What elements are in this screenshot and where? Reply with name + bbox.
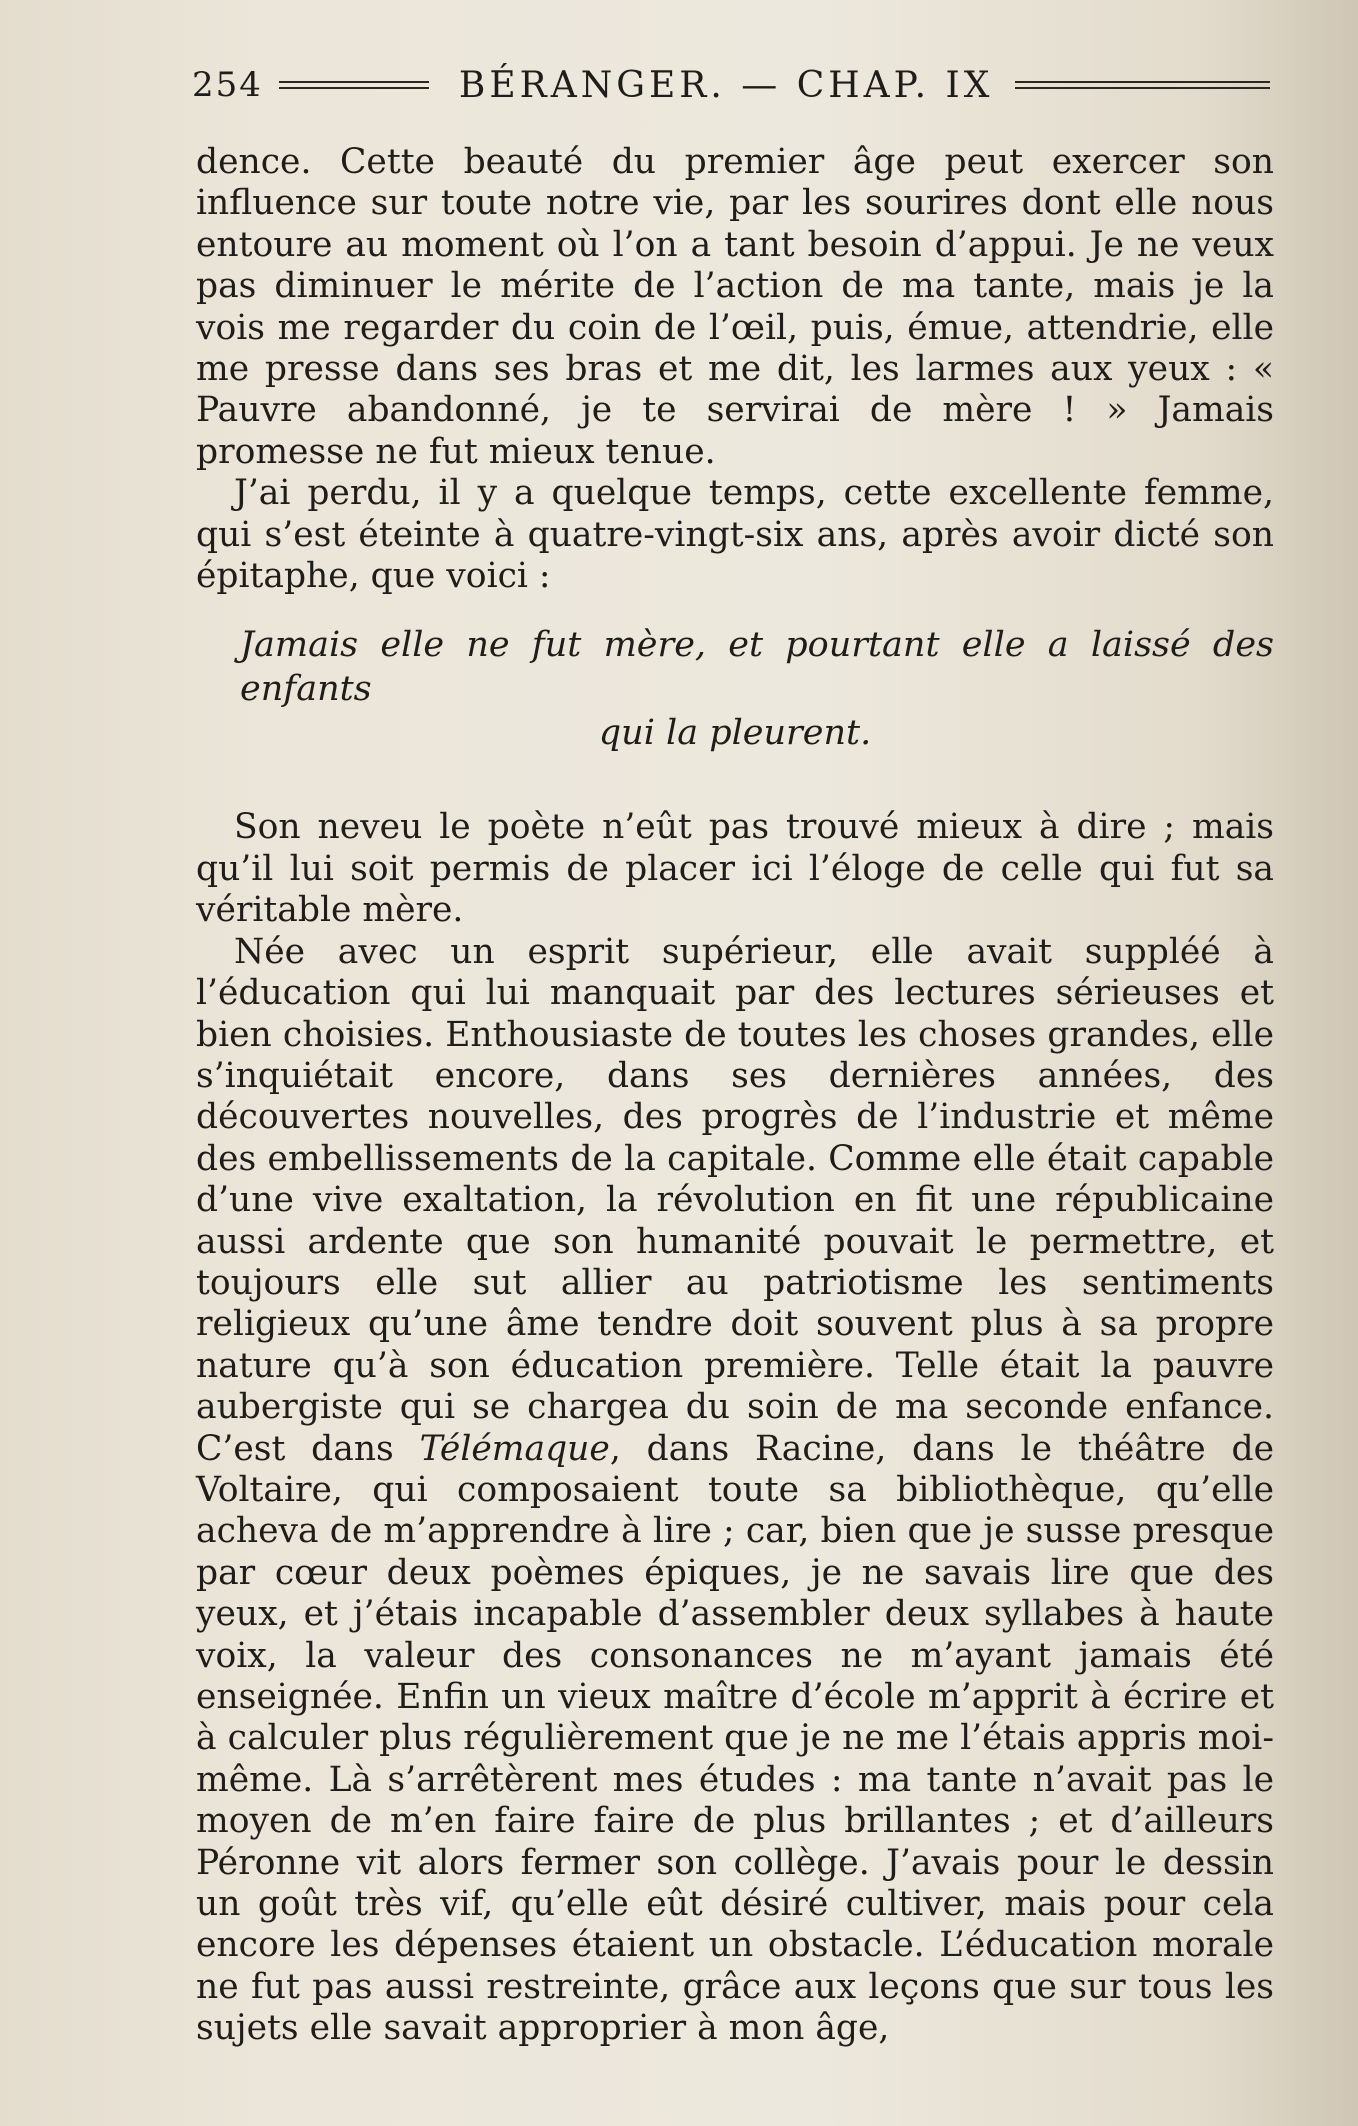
header-rule-left bbox=[279, 81, 429, 89]
paragraph-education bbox=[196, 932, 1274, 2050]
page-header bbox=[192, 60, 1270, 110]
italic-title-telemaque: Télémaque bbox=[419, 1428, 610, 1469]
paragraph-education-text-1: Née avec un esprit supérieur, elle avait suppléé à l’éducation qui lui manquait par des lectures sérieuses et bien choisies. Enthousiaste de toutes les choses grandes, elle s’inquiétait encore, dans ses dernières années, des découvertes nouvelles, des progrès de l’industrie et même des embellissements de la capitale. Comme elle était capable d’une vive exaltation, la révolution en fit une républicaine aussi ardente que son humanité pouvait le permettre, et toujours elle sut allier au patriotisme les sentiments religieux qu’une âme tendre doit souvent plus à sa propre nature qu’à son éducation première. Telle était la pauvre aubergiste qui se chargea du soin de ma seconde enfance. C’est dans bbox=[196, 931, 1274, 1469]
paragraph-continued: dence. Cette beauté du premier âge peut exercer son influence sur toute notre vie, par les sourires dont elle nous entoure au moment où l’on a tant besoin d’appui. Je ne veux pas diminuer le mérite de l’action de ma tante, mais je la vois me regarder du coin de l’œil, puis, émue, attendrie, elle me presse dans ses bras et me dit, les larmes aux yeux : « Pauvre abandonné, je te servirai de mère ! » Jamais promesse ne fut mieux tenue. bbox=[196, 142, 1274, 472]
header-rule-right bbox=[1015, 81, 1270, 89]
running-title: BÉRANGER. — CHAP. IX bbox=[458, 64, 994, 106]
page-body bbox=[196, 142, 1274, 2050]
paragraph-nephew: Son neveu le poète n’eût pas trouvé mieux à dire ; mais qu’il lui soit permis de placer ici l’éloge de celle qui fut sa véritable mère. bbox=[196, 807, 1274, 931]
epitaph-line-2: qui la pleurent. bbox=[598, 713, 872, 754]
paragraph-education-text-2: , dans Racine, dans le théâtre de Voltaire, qui composaient toute sa bibliothèque, qu’elle acheva de m’apprendre à lire ; car, bien que je susse presque par cœur deux poèmes épiques, je ne savais lire que des yeux, et j’étais incapable d’assembler deux syllabes à haute voix, la valeur des consonances ne m’ayant jamais été enseignée. Enfin un vieux maître d’école m’apprit à écrire et à calculer plus régulièrement que je ne me l’étais appris moi-même. Là s’arrêtèrent mes études : ma tante n’avait pas le moyen de m’en faire faire de plus brillantes ; et d’ailleurs Péronne vit alors fermer son collège. J’avais pour le dessin un goût très vif, qu’elle eût désiré cultiver, mais pour cela encore les dépenses étaient un obstacle. L’éducation morale ne fut pas aussi restreinte, grâce aux leçons que sur tous les sujets elle savait approprier à mon âge, bbox=[196, 1428, 1274, 2049]
page-number: 254 bbox=[192, 65, 263, 105]
epitaph-line-1: Jamais elle ne fut mère, et pourtant elle a laissé des enfants bbox=[240, 625, 1274, 710]
paragraph-aunt-death: J’ai perdu, il y a quelque temps, cette excellente femme, qui s’est éteinte à quatre-vingt-six ans, après avoir dicté son épitaphe, que voici : bbox=[196, 473, 1274, 597]
epitaph bbox=[196, 623, 1274, 755]
